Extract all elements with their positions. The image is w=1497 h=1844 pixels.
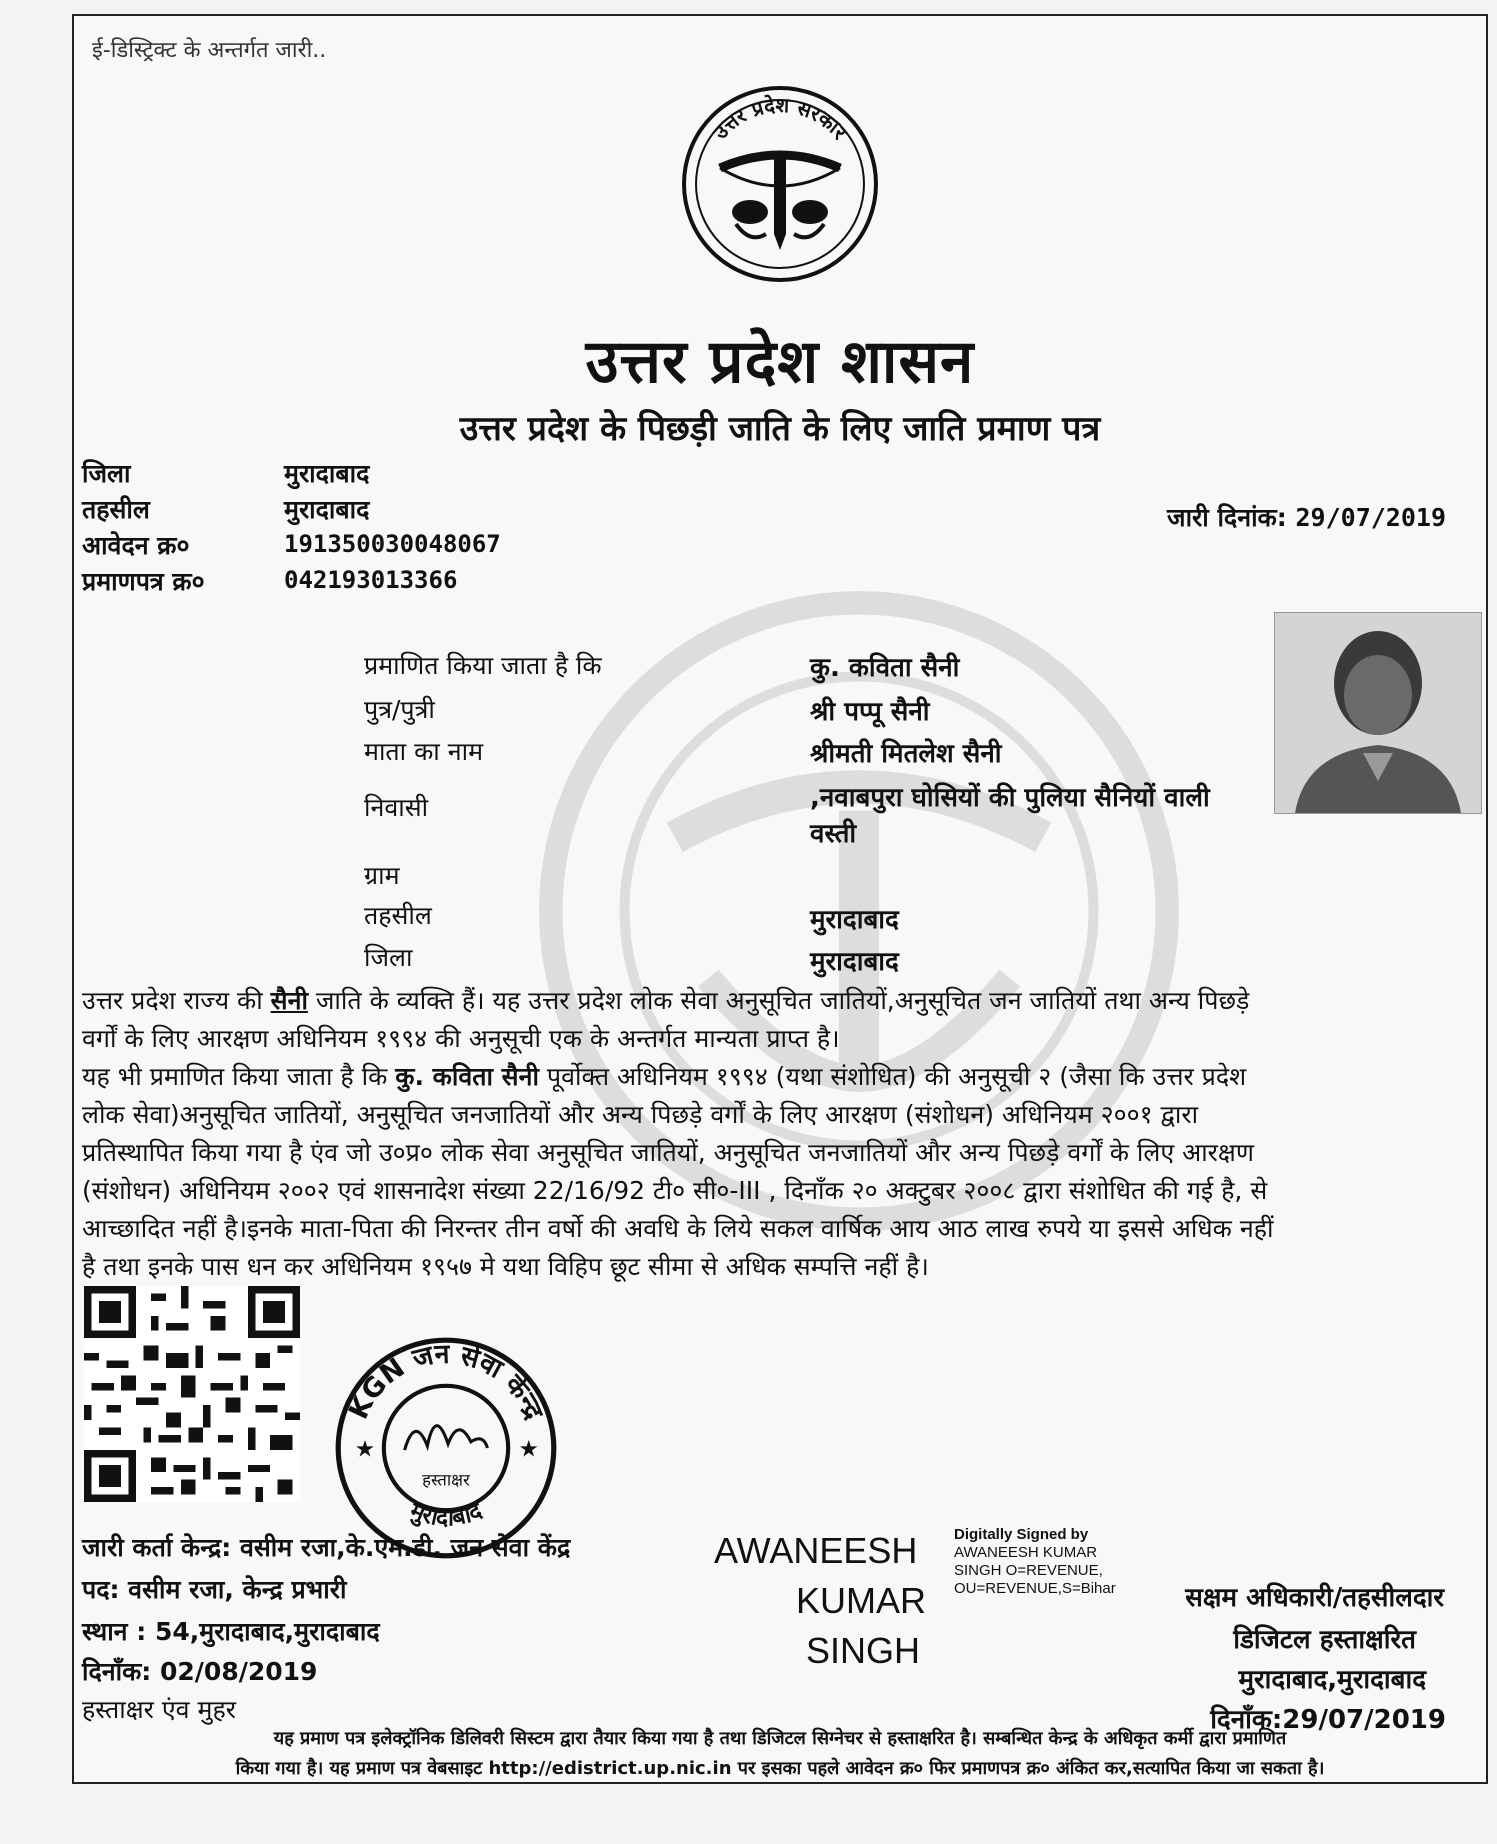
certification-paragraph: यह भी प्रमाणित किया जाता है कि कु. कविता सैनी पूर्वोक्त अधिनियम १९९४ (यथा संशोधित) की अनुसूची २ (जैसा कि उत्तर प्रदेश लोक सेवा)अनुसूचित जातियों, अनुसूचित जनजातियों और अन्य पिछड़े वर्गों के लिए आरक्षण (संशोधन) अधिनियम २००१ द्वारा प्रतिस्थापित किया गया है एंव जो उ०प्र० लोक सेवा अनुसूचित जातियों, अनुसूचित जनजातियों और अन्य पिछड़े वर्गों के लिए आरक्षण (संशोधन) अधिनियम २००२ एवं शासनादेश संख्या 22/16/92 टी० सी०-III , दिनाँक २० अक्टुबर २००८ द्वारा संशोधित की गई है, से आच्छादित नहीं है।इनके माता-पिता की निरन्तर तीन वर्षो की अवधि के लिये सकल वार्षिक आय आठ लाख रुपये या इससे अधिक नहीं है तथा इनके पास धन कर अधिनियम १९५७ मे यथा विहिप छूट सीमा से अधिक सम्पत्ति नहीं है।: [82, 1062, 1274, 1281]
issuer-signature-label: हस्ताक्षर एंव मुहर: [82, 1695, 236, 1724]
resident-label: निवासी: [364, 793, 429, 822]
applicant-name: कु. कविता सैनी: [810, 653, 960, 683]
authority-signed: डिजिटल हस्ताक्षरित: [1233, 1625, 1416, 1655]
applicant-photo: [1274, 612, 1482, 814]
father-name: श्री पप्पू सैनी: [810, 697, 930, 727]
person-tehsil-label: तहसील: [364, 901, 432, 930]
authority-place: मुरादाबाद,मुरादाबाद: [1238, 1665, 1426, 1695]
mother-label: माता का नाम: [364, 737, 484, 766]
certificate-label: प्रमाणपत्र क्र०: [82, 567, 205, 596]
issuing-center: जारी कर्ता केन्द्र: वसीम रजा,के.एम.डी. जन सेवा केंद्र: [82, 1533, 571, 1562]
authority-title: सक्षम अधिकारी/तहसीलदार: [1185, 1583, 1444, 1613]
person-district-label: जिला: [364, 943, 413, 972]
signer-name-line1: AWANEESH: [714, 1530, 918, 1571]
child-of-label: पुत्र/पुत्री: [364, 695, 435, 724]
svg-text:★: ★: [518, 1436, 539, 1463]
page-title: उत्तर प्रदेश शासन: [585, 327, 975, 397]
issue-date-value: 29/07/2019: [1295, 503, 1446, 532]
svg-text:★: ★: [354, 1436, 376, 1463]
district-label: जिला: [82, 459, 131, 488]
caste-paragraph: उत्तर प्रदेश राज्य की सैनी जाति के व्यक्ति हैं। यह उत्तर प्रदेश लोक सेवा अनुसूचित जातियों,अनुसूचित जन जातियों तथा अन्य पिछड़े वर्गों के लिए आरक्षण अधिनियम १९९४ की अनुसूची एक के अन्तर्गत मान्यता प्राप्त है।: [82, 986, 1250, 1053]
svg-text:उत्तर प्रदेश सरकार: उत्तर प्रदेश सरकार: [708, 92, 853, 144]
person-district-value: मुरादाबाद: [810, 947, 899, 977]
certificate-subtitle: उत्तर प्रदेश के पिछड़ी जाति के लिए जाति प्रमाण पत्र: [459, 409, 1101, 449]
certificate-number: 042193013366: [284, 566, 458, 594]
caste-name: सैनी: [270, 986, 308, 1015]
mother-name: श्रीमती मितलेश सैनी: [810, 739, 1002, 769]
signer-name-line3: SINGH: [806, 1630, 921, 1671]
verification-disclaimer: यह प्रमाण पत्र इलेक्ट्रॉनिक डिलिवरी सिस्टम द्वारा तैयार किया गया है तथा डिजिटल सिग्नेचर से हस्ताक्षरित है। सम्बन्धित केन्द्र के अधिकृत कर्मी द्वारा प्रमाणित किया गया है। यह प्रमाण पत्र वेबसाइट http://edistrict.up.nic.in पर इसका पहले आवेदन क्र० फिर प्रमाणपत्र क्र० अंकित कर,सत्यापित किया जा सकता है।: [235, 1728, 1325, 1779]
issuer-place: स्थान : 54,मुरादाबाद,मुरादाबाद: [82, 1617, 380, 1646]
certificate-page: [72, 14, 1488, 1784]
digital-signature-note: Digitally Signed by AWANEESH KUMAR SINGH O=REVENUE, OU=REVENUE,S=Bihar: [954, 1526, 1116, 1597]
issuer-date: दिनाँक: 02/08/2019: [82, 1657, 318, 1686]
issuer-post: पद: वसीम रजा, केन्द्र प्रभारी: [82, 1575, 347, 1604]
resident-address-line2: वस्ती: [810, 819, 857, 849]
tehsil-label: तहसील: [82, 495, 150, 524]
jan-seva-kendra-stamp: [332, 1334, 560, 1562]
person-tehsil-value: मुरादाबाद: [810, 905, 899, 935]
certify-label: प्रमाणित किया जाता है कि: [364, 651, 602, 680]
application-label: आवेदन क्र०: [82, 531, 190, 560]
paragraph-applicant-name: कु. कविता सैनी: [395, 1062, 539, 1091]
qr-code[interactable]: [84, 1286, 300, 1502]
signer-name-line2: KUMAR: [796, 1580, 927, 1621]
svg-text:मुरादाबाद: मुरादाबाद: [406, 1497, 486, 1532]
header-note: ई-डिस्ट्रिक्ट के अन्तर्गत जारी..: [92, 38, 327, 63]
authority-date: दिनाँक:29/07/2019: [1210, 1705, 1446, 1735]
tehsil-value: मुरादाबाद: [284, 495, 370, 524]
application-number: 191350030048067: [284, 530, 501, 558]
resident-address-line1: ,नवाबपुरा घोसियों की पुलिया सैनियों वाली: [810, 783, 1210, 813]
svg-text:KGN जन सेवा केन्द्र: KGN जन सेवा केन्द्र: [343, 1338, 550, 1425]
up-govt-emblem-icon: [680, 84, 880, 284]
issue-date: [1167, 500, 1446, 534]
svg-text:हस्ताक्षर: हस्ताक्षर: [422, 1470, 470, 1490]
issue-date-label: जारी दिनांक:: [1167, 503, 1287, 532]
village-label: ग्राम: [364, 861, 400, 890]
district-value: मुरादाबाद: [284, 459, 370, 488]
